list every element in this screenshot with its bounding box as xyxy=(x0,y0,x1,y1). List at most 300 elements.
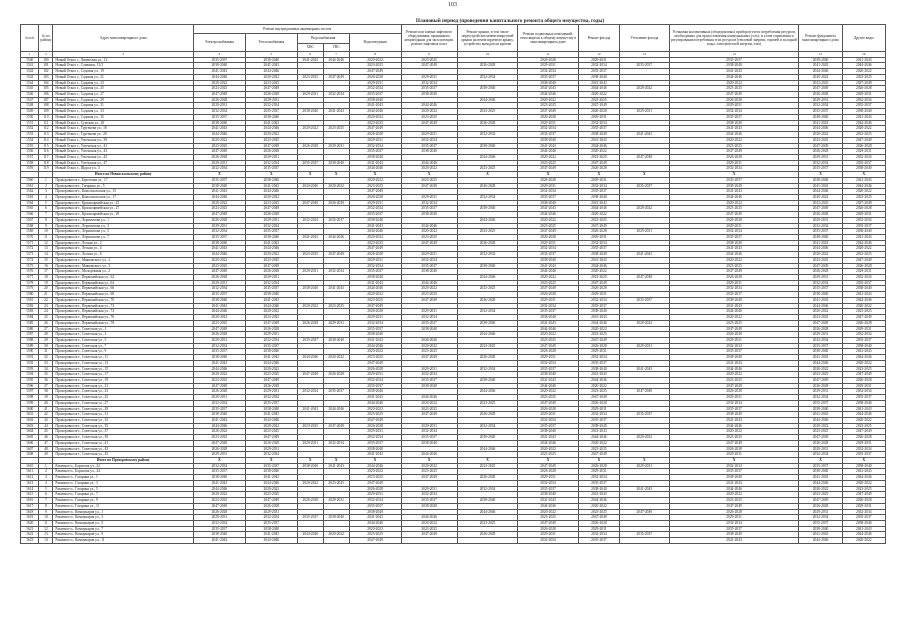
row-number: 1546 xyxy=(21,92,39,98)
year-cell: 2020-2022 xyxy=(669,372,799,378)
row-address: Прохоровка пгт., Советская ул., 29 xyxy=(53,406,194,412)
year-cell: 2032-2034 xyxy=(193,400,245,406)
year-cell: 2038-2040 xyxy=(349,217,401,223)
year-cell: 2020-2022 xyxy=(518,154,579,160)
year-cell: 2023-2025 xyxy=(518,395,579,401)
year-cell: 2038-2040 xyxy=(401,503,457,509)
year-cell: 2023-2025 xyxy=(401,114,457,120)
year-cell: 2041-2043 xyxy=(619,252,669,258)
row-address: Прохоровка пгт., Советская ул., 23 xyxy=(53,389,194,395)
year-cell: 2023-2025 xyxy=(457,400,518,406)
year-cell: 2038-2040 xyxy=(799,57,842,63)
year-cell: 2047-2049 xyxy=(245,320,297,326)
year-cell: 2035-2037 xyxy=(669,526,799,532)
year-cell: 2047-2049 xyxy=(401,63,457,69)
row-district-number: 7 xyxy=(39,212,53,218)
year-cell: 2023-2025 xyxy=(842,252,885,258)
year-cell: 2026-2028 xyxy=(193,332,245,338)
year-cell: 2035-2037 xyxy=(245,229,297,235)
year-cell: 2038-2040 xyxy=(799,235,842,241)
year-cell: 2035-2037 xyxy=(518,252,579,258)
year-cell: 2029-2031 xyxy=(245,275,297,281)
year-cell: 2038-2040 xyxy=(457,206,518,212)
year-cell: 2035-2037 xyxy=(799,229,842,235)
year-cell: 2047-2049 xyxy=(193,92,245,98)
row-number: 1597 xyxy=(21,389,39,395)
year-cell: 2032-2034 xyxy=(578,120,619,126)
row-number: 1553 xyxy=(21,132,39,138)
total-mark: X xyxy=(457,458,518,464)
row-address: Прохоровка пгт., Советская ул., 25 xyxy=(53,395,194,401)
year-cell: 2047-2049 xyxy=(799,143,842,149)
row-district-number: 4 xyxy=(39,194,53,200)
row-district-number: 17 xyxy=(39,269,53,275)
year-cell: 2035-2037 xyxy=(842,395,885,401)
row-address: Ракитное п., Коммунаров ул., 7 xyxy=(53,526,194,532)
year-cell: 2041-2043 xyxy=(245,63,297,69)
year-cell: 2044-2046 xyxy=(401,103,457,109)
year-cell: 2038-2040 xyxy=(842,166,885,172)
year-cell: 2044-2046 xyxy=(842,412,885,418)
year-cell: 2029-2031 xyxy=(669,515,799,521)
year-cell: 2035-2037 xyxy=(578,303,619,309)
year-cell: 2032-2034 xyxy=(323,440,349,446)
row-district-number: 107 xyxy=(39,97,53,103)
year-cell: 2023-2025 xyxy=(669,143,799,149)
year-cell: 2020-2022 xyxy=(518,217,579,223)
year-cell: 2029-2031 xyxy=(669,452,799,458)
total-mark: X xyxy=(401,458,457,464)
year-cell: 2029-2031 xyxy=(193,395,245,401)
year-cell: 2023-2025 xyxy=(799,257,842,263)
year-cell: 2038-2040 xyxy=(518,492,579,498)
year-cell: 2041-2043 xyxy=(799,297,842,303)
year-cell: 2026-2028 xyxy=(457,183,518,189)
row-number: 1551 xyxy=(21,120,39,126)
year-cell: 2041-2043 xyxy=(799,532,842,538)
year-cell: 2035-2037 xyxy=(297,515,323,521)
district-total-label: Итого по Прохоровскому району xyxy=(53,458,194,464)
year-cell: 2026-2028 xyxy=(193,154,245,160)
row-district-number: 119 xyxy=(39,166,53,172)
year-cell: 2032-2034 xyxy=(193,343,245,349)
row-number: 1562 xyxy=(21,189,39,195)
year-cell: 2047-2049 xyxy=(193,326,245,332)
year-cell: 2020-2022 xyxy=(669,492,799,498)
year-cell: 2038-2040 xyxy=(349,332,401,338)
year-cell: 2023-2025 xyxy=(669,263,799,269)
year-cell: 2032-2034 xyxy=(245,452,297,458)
row-address: Прохоровка пгт., Советская ул., 45 xyxy=(53,452,194,458)
row-district-number: 14 xyxy=(39,538,53,544)
year-cell: 2041-2043 xyxy=(578,429,619,435)
row-number: 1560 xyxy=(21,177,39,183)
year-cell: 2041-2043 xyxy=(323,463,349,469)
row-address: Прохоровка пгт., Советская ул., 21 xyxy=(53,383,194,389)
year-cell: 2023-2025 xyxy=(245,492,297,498)
year-cell: 2035-2037 xyxy=(297,337,323,343)
year-cell: 2023-2025 xyxy=(669,435,799,441)
year-cell: 2020-2022 xyxy=(799,252,842,258)
year-cell: 2041-2043 xyxy=(193,126,245,132)
year-cell: 2026-2028 xyxy=(518,526,579,532)
row-address: Ракитное п., Коммунаров ул., 11 xyxy=(53,538,194,544)
year-cell: 2020-2022 xyxy=(297,126,323,132)
row-district-number: 24 xyxy=(39,309,53,315)
row-number: 1599 xyxy=(21,400,39,406)
year-cell: 2047-2049 xyxy=(578,452,619,458)
year-cell: 2038-2040 xyxy=(401,440,457,446)
year-cell: 2041-2043 xyxy=(193,360,245,366)
row-number: 1557 xyxy=(21,154,39,160)
year-cell: 2035-2037 xyxy=(799,520,842,526)
year-cell: 2026-2028 xyxy=(457,297,518,303)
year-cell: 2044-2046 xyxy=(245,418,297,424)
year-cell: 2041-2043 xyxy=(245,183,297,189)
year-cell: 2029-2031 xyxy=(323,498,349,504)
year-cell: 2035-2037 xyxy=(349,212,401,218)
year-cell: 2026-2028 xyxy=(669,332,799,338)
year-cell: 2044-2046 xyxy=(669,366,799,372)
row-address: Прохоровка пгт., Советская ул., 3 xyxy=(53,332,194,338)
year-cell: 2047-2049 xyxy=(245,143,297,149)
year-cell: 2044-2046 xyxy=(457,97,518,103)
row-district-number: 46 xyxy=(39,435,53,441)
year-cell: 2023-2025 xyxy=(349,183,401,189)
row-number: 1577 xyxy=(21,275,39,281)
row-address: Прохоровка пгт., Советская ул., 13 xyxy=(53,360,194,366)
year-cell: 2026-2028 xyxy=(518,114,579,120)
row-district-number: 28 xyxy=(39,332,53,338)
row-number: 1570 xyxy=(21,235,39,241)
year-cell: 2032-2034 xyxy=(578,475,619,481)
total-mark: X xyxy=(349,458,401,464)
row-number: 1555 xyxy=(21,143,39,149)
row-address: Новый Оскол г., Садовая ул., 23 xyxy=(53,80,194,86)
year-cell: 2041-2043 xyxy=(842,235,885,241)
row-district-number: 6 xyxy=(39,206,53,212)
year-cell: 2032-2034 xyxy=(842,154,885,160)
year-cell: 2032-2034 xyxy=(457,74,518,80)
year-cell: 2044-2046 xyxy=(578,263,619,269)
year-cell: 2032-2034 xyxy=(578,532,619,538)
year-cell: 2044-2046 xyxy=(799,538,842,544)
year-cell: 2029-2031 xyxy=(297,440,323,446)
year-cell: 2023-2025 xyxy=(842,366,885,372)
year-cell: 2029-2031 xyxy=(245,217,297,223)
year-cell: 2029-2031 xyxy=(842,269,885,275)
year-cell: 2035-2037 xyxy=(669,235,799,241)
row-number: 1594 xyxy=(21,372,39,378)
year-cell: 2029-2031 xyxy=(799,97,842,103)
year-cell: 2047-2049 xyxy=(842,315,885,321)
year-cell xyxy=(619,538,669,544)
year-cell: 2044-2046 xyxy=(799,189,842,195)
year-cell: 2047-2049 xyxy=(518,109,579,115)
row-address: Прохоровка пгт., Советская ул., 41 xyxy=(53,440,194,446)
year-cell: 2038-2040 xyxy=(799,114,842,120)
year-cell: 2026-2028 xyxy=(349,486,401,492)
row-address: Прохоровка пгт., Красноармейская ул., 25 xyxy=(53,200,194,206)
row-address: Новый Оскол г., Успенская ул., 43 xyxy=(53,149,194,155)
year-cell: 2038-2040 xyxy=(518,80,579,86)
year-cell: 2041-2043 xyxy=(193,538,245,544)
year-cell: 2020-2022 xyxy=(578,92,619,98)
year-cell: 2023-2025 xyxy=(323,303,349,309)
row-number: 1567 xyxy=(21,217,39,223)
row-district-number: 115 xyxy=(39,143,53,149)
year-cell: 2041-2043 xyxy=(799,240,842,246)
year-cell: 2032-2034 xyxy=(349,263,401,269)
year-cell: 2029-2031 xyxy=(578,406,619,412)
year-cell xyxy=(401,538,457,544)
year-cell: 2032-2034 xyxy=(457,194,518,200)
year-cell: 2041-2043 xyxy=(799,412,842,418)
row-number: 1600 xyxy=(21,406,39,412)
year-cell: 2020-2022 xyxy=(349,526,401,532)
year-cell: 2032-2034 xyxy=(842,275,885,281)
year-cell: 2020-2022 xyxy=(193,200,245,206)
row-number: 1615 xyxy=(21,492,39,498)
year-cell: 2032-2034 xyxy=(669,343,799,349)
year-cell: 2032-2034 xyxy=(193,166,245,172)
year-cell xyxy=(297,538,323,544)
year-cell: 2026-2028 xyxy=(578,400,619,406)
year-cell: 2023-2025 xyxy=(401,406,457,412)
year-cell: 2035-2037 xyxy=(842,160,885,166)
year-cell: 2044-2046 xyxy=(349,109,401,115)
year-cell: 2044-2046 xyxy=(518,503,579,509)
year-cell: 2041-2043 xyxy=(578,137,619,143)
row-district-number: 31 xyxy=(39,349,53,355)
year-cell: 2023-2025 xyxy=(518,223,579,229)
year-cell: 2041-2043 xyxy=(669,538,799,544)
year-cell: 2035-2037 xyxy=(245,109,297,115)
year-cell: 2026-2028 xyxy=(349,252,401,258)
year-cell: 2047-2049 xyxy=(349,126,401,132)
year-cell: 2044-2046 xyxy=(518,440,579,446)
year-cell: 2038-2040 xyxy=(578,132,619,138)
year-cell: 2035-2037 xyxy=(401,143,457,149)
year-cell: 2020-2022 xyxy=(349,469,401,475)
row-district-number: 43 xyxy=(39,418,53,424)
year-cell: 2038-2040 xyxy=(297,463,323,469)
year-cell: 2023-2025 xyxy=(401,469,457,475)
year-cell: 2029-2031 xyxy=(518,63,579,69)
row-address: Прохоровка пгт., Маяковского ул., 1 xyxy=(53,257,194,263)
year-cell: 2047-2049 xyxy=(349,246,401,252)
row-address: Прохоровка пгт., Советская ул., 39 xyxy=(53,435,194,441)
page-number: 103 xyxy=(448,2,457,8)
year-cell: 2035-2037 xyxy=(349,440,401,446)
year-cell: 2032-2034 xyxy=(297,389,323,395)
year-cell: 2038-2040 xyxy=(245,177,297,183)
year-cell: 2035-2037 xyxy=(669,406,799,412)
year-cell: 2041-2043 xyxy=(349,515,401,521)
year-cell: 2032-2034 xyxy=(349,435,401,441)
row-address: Новый Оскол г., Садовая ул., 29 xyxy=(53,97,194,103)
total-mark: X xyxy=(297,172,323,178)
year-cell: 2020-2022 xyxy=(297,480,323,486)
year-cell: 2047-2049 xyxy=(401,183,457,189)
year-cell: 2020-2022 xyxy=(669,137,799,143)
year-cell: 2026-2028 xyxy=(193,217,245,223)
header-heat: Теплоснабжения xyxy=(245,34,297,52)
year-cell: 2047-2049 xyxy=(799,320,842,326)
year-cell: 2035-2037 xyxy=(349,92,401,98)
year-cell: 2020-2022 xyxy=(401,109,457,115)
year-cell: 2044-2046 xyxy=(193,132,245,138)
year-cell: 2029-2031 xyxy=(193,103,245,109)
year-cell: 2047-2049 xyxy=(401,475,457,481)
row-district-number: 12 xyxy=(39,240,53,246)
row-district-number: 41 xyxy=(39,406,53,412)
year-cell: 2032-2034 xyxy=(401,492,457,498)
year-cell: 2035-2037 xyxy=(401,498,457,504)
row-address: Ракитное п., Гагарина ул., 7 xyxy=(53,492,194,498)
year-cell: 2020-2022 xyxy=(193,137,245,143)
year-cell: 2020-2022 xyxy=(245,194,297,200)
year-cell: 2047-2049 xyxy=(842,137,885,143)
row-district-number: 102 xyxy=(39,69,53,75)
year-cell: 2029-2031 xyxy=(669,395,799,401)
year-cell: 2020-2022 xyxy=(518,509,579,515)
year-cell: 2026-2028 xyxy=(457,412,518,418)
row-district-number: 36 xyxy=(39,377,53,383)
row-district-number: 5 xyxy=(39,486,53,492)
row-number: 1544 xyxy=(21,80,39,86)
row-number: 1614 xyxy=(21,486,39,492)
year-cell: 2035-2037 xyxy=(619,532,669,538)
row-district-number: 13 xyxy=(39,246,53,252)
year-cell: 2044-2046 xyxy=(245,303,297,309)
header-hvs: ХВС xyxy=(297,44,323,52)
district-total-label: Итого по Новооскольскому району xyxy=(53,172,194,178)
year-cell: 2023-2025 xyxy=(578,97,619,103)
year-cell: 2023-2025 xyxy=(669,377,799,383)
year-cell: 2032-2034 xyxy=(669,229,799,235)
row-district-number: 40 xyxy=(39,400,53,406)
row-district-number: 4 xyxy=(39,480,53,486)
row-district-number: 5 xyxy=(39,200,53,206)
year-cell: 2023-2025 xyxy=(193,206,245,212)
year-cell: 2038-2040 xyxy=(669,355,799,361)
row-address: Прохоровка пгт., Первомайская ул., 70 xyxy=(53,297,194,303)
table-body xyxy=(21,52,886,544)
year-cell: 2029-2031 xyxy=(518,412,579,418)
row-address: Новый Оскол г., Ливенская ул., 12 xyxy=(53,57,194,63)
total-mark: X xyxy=(518,458,579,464)
year-cell: 2038-2040 xyxy=(518,257,579,263)
year-cell: 2026-2028 xyxy=(245,503,297,509)
row-number: 1604 xyxy=(21,429,39,435)
row-number: 1583 xyxy=(21,309,39,315)
row-address: Прохоровка пгт., Маяковского ул., 3 xyxy=(53,263,194,269)
year-cell: 2032-2034 xyxy=(518,360,579,366)
row-address: Новый Оскол г., Успенская ул., 47 xyxy=(53,160,194,166)
row-district-number: 21 xyxy=(39,292,53,298)
year-cell: 2047-2049 xyxy=(799,498,842,504)
year-cell: 2041-2043 xyxy=(193,418,245,424)
year-cell: 2032-2034 xyxy=(457,252,518,258)
year-cell: 2047-2049 xyxy=(401,297,457,303)
row-address: Прохоровка пгт., Советская ул., 7 xyxy=(53,343,194,349)
year-cell: 2047-2049 xyxy=(323,423,349,429)
year-cell: 2023-2025 xyxy=(245,80,297,86)
year-cell: 2026-2028 xyxy=(669,154,799,160)
year-cell: 2035-2037 xyxy=(349,503,401,509)
row-number: 1565 xyxy=(21,206,39,212)
row-number: 1620 xyxy=(21,520,39,526)
row-number: 1558 xyxy=(21,160,39,166)
year-cell: 2044-2046 xyxy=(245,69,297,75)
row-address: Прохоровка пгт., Лесная ул., 6 xyxy=(53,252,194,258)
year-cell: 2023-2025 xyxy=(799,429,842,435)
year-cell: 2035-2037 xyxy=(619,63,669,69)
year-cell: 2026-2028 xyxy=(799,92,842,98)
year-cell: 2041-2043 xyxy=(669,126,799,132)
year-cell: 2044-2046 xyxy=(323,57,349,63)
year-cell: 2026-2028 xyxy=(842,320,885,326)
row-district-number: 100 xyxy=(39,57,53,63)
year-cell: 2044-2046 xyxy=(349,286,401,292)
year-cell: 2035-2037 xyxy=(401,377,457,383)
year-cell: 2032-2034 xyxy=(193,463,245,469)
year-cell: 2035-2037 xyxy=(669,292,799,298)
year-cell: 2029-2031 xyxy=(799,509,842,515)
year-cell: 2029-2031 xyxy=(518,355,579,361)
year-cell: 2047-2049 xyxy=(842,372,885,378)
year-cell: 2026-2028 xyxy=(518,292,579,298)
row-district-number: 9 xyxy=(39,509,53,515)
row-district-number: 8 xyxy=(39,217,53,223)
year-cell: 2047-2049 xyxy=(349,538,401,544)
year-cell: 2032-2034 xyxy=(799,452,842,458)
row-district-number: 38 xyxy=(39,389,53,395)
year-cell: 2041-2043 xyxy=(842,469,885,475)
year-cell: 2023-2025 xyxy=(799,372,842,378)
year-cell: 2029-2031 xyxy=(349,492,401,498)
year-cell: 2035-2037 xyxy=(193,292,245,298)
year-cell: 2029-2031 xyxy=(349,137,401,143)
year-cell: 2023-2025 xyxy=(297,252,323,258)
row-address: Прохоровка пгт., Первомайская ул., 76 xyxy=(53,315,194,321)
year-cell: 2041-2043 xyxy=(842,526,885,532)
year-cell: 2032-2034 xyxy=(578,63,619,69)
year-cell: 2032-2034 xyxy=(245,103,297,109)
year-cell: 2038-2040 xyxy=(297,109,323,115)
table-row xyxy=(21,538,886,544)
year-cell: 2041-2043 xyxy=(578,492,619,498)
year-cell: 2032-2034 xyxy=(323,269,349,275)
year-cell: 2047-2049 xyxy=(799,206,842,212)
row-address: Прохоровка пгт., Первомайская ул., 66 xyxy=(53,286,194,292)
row-address: Новый Оскол г., Успенская ул., 45 xyxy=(53,154,194,160)
row-number: 1581 xyxy=(21,297,39,303)
year-cell: 2020-2022 xyxy=(349,349,401,355)
year-cell: 2041-2043 xyxy=(349,395,401,401)
year-cell: 2041-2043 xyxy=(518,263,579,269)
year-cell: 2026-2028 xyxy=(193,275,245,281)
year-cell: 2038-2040 xyxy=(349,509,401,515)
year-cell: 2041-2043 xyxy=(349,160,401,166)
header-fund-repair: Ремонт фундамента многоквартирного дома xyxy=(799,25,842,52)
year-cell: 2044-2046 xyxy=(349,400,401,406)
year-cell: 2047-2049 xyxy=(401,240,457,246)
year-cell: 2020-2022 xyxy=(518,446,579,452)
year-cell: 2026-2028 xyxy=(842,377,885,383)
year-cell: 2023-2025 xyxy=(842,74,885,80)
